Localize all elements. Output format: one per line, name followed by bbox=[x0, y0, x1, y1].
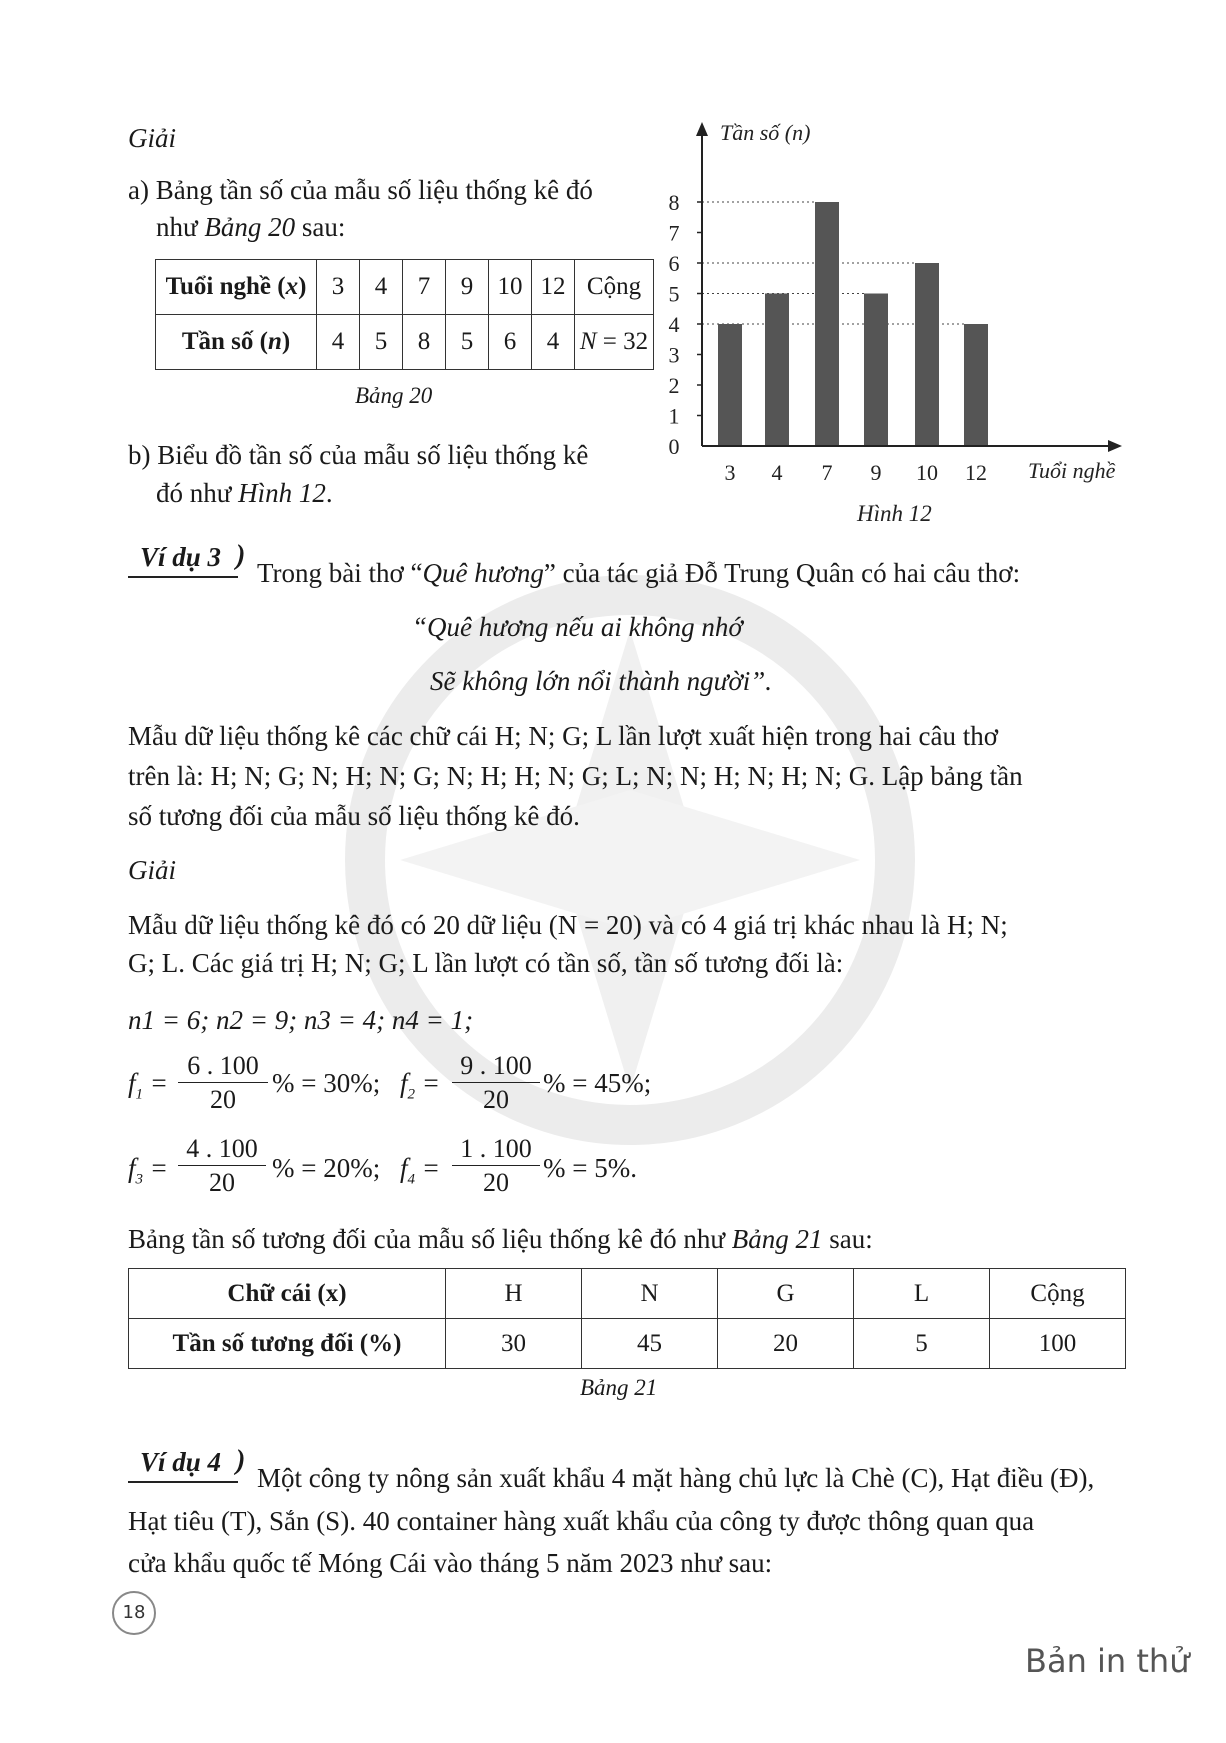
f4-fraction: 1 . 100 20 bbox=[452, 1133, 540, 1200]
table20-caption: Bảng 20 bbox=[355, 383, 433, 408]
f1-result: % = 30%; bbox=[272, 1068, 381, 1098]
table20-row-x-label: Tuổi nghề (x) bbox=[156, 260, 317, 315]
table21-cell: L bbox=[854, 1269, 990, 1319]
page-number-badge: 18 bbox=[112, 1591, 156, 1635]
table20-cell: 9 bbox=[446, 260, 489, 315]
solution-3-line-2: G; L. Các giá trị H; N; G; L lần lượt có tần số, tần số tương đối là: bbox=[128, 948, 844, 978]
example-4-bracket-icon: ) bbox=[236, 1445, 246, 1476]
table20-cell: 3 bbox=[317, 260, 360, 315]
table21-cell: G bbox=[718, 1269, 854, 1319]
example-4-line-2: Hạt tiêu (T), Sắn (S). 40 container hàng xuất khẩu của công ty được thông quan qua bbox=[128, 1506, 1035, 1536]
table20-cell: 7 bbox=[403, 260, 446, 315]
table20-cell: 5 bbox=[446, 315, 489, 370]
f4-label: $f_4$ = bbox=[400, 1153, 440, 1188]
frequency-bar-chart bbox=[660, 118, 1130, 538]
y-tick-label: 5 bbox=[668, 281, 680, 307]
y-tick-label: 1 bbox=[668, 403, 680, 429]
example-3-para-2: trên là: H; N; G; N; H; N; G; N; H; H; N; G; L; N; N; H; N; H; N; G. Lập bảng tần bbox=[128, 761, 1023, 791]
table21-row-percents bbox=[129, 1319, 1126, 1369]
giai-heading-a: Giải bbox=[128, 123, 177, 153]
table20-cell: 12 bbox=[532, 260, 575, 315]
table21-row-letters bbox=[129, 1269, 1126, 1319]
table20-cell: 6 bbox=[489, 315, 532, 370]
table20-cell: 10 bbox=[489, 260, 532, 315]
table21-cell: 30 bbox=[446, 1319, 582, 1369]
example-3-tag: Ví dụ 3 bbox=[140, 542, 222, 572]
table21-cell: H bbox=[446, 1269, 582, 1319]
table20-row-n-label: Tần số (n) bbox=[156, 315, 317, 370]
x-axis-arrow-icon bbox=[1108, 440, 1122, 452]
table21-row-percents-label: Tần số tương đối (%) bbox=[129, 1319, 446, 1369]
frequency-values-line: n1 = 6; n2 = 9; n3 = 4; n4 = 1; bbox=[128, 1005, 474, 1035]
table21-cell: N bbox=[582, 1269, 718, 1319]
poem-line-2: Sẽ không lớn nổi thành người”. bbox=[430, 666, 773, 696]
f1-label: $f_1$ = bbox=[128, 1068, 168, 1103]
x-axis-label: Tuổi nghề bbox=[1028, 458, 1116, 483]
table21-cell: 5 bbox=[854, 1319, 990, 1369]
x-tick-label: 7 bbox=[821, 460, 833, 485]
chart-caption: Hình 12 bbox=[857, 501, 932, 526]
table21-cell: 100 bbox=[990, 1319, 1126, 1369]
solution-3-line-1: Mẫu dữ liệu thống kê đó có 20 dữ liệu (N = 20) và có 4 giá trị khác nhau là H; N; bbox=[128, 910, 1008, 940]
frequency-table-20 bbox=[155, 259, 654, 370]
table21-cell: 45 bbox=[582, 1319, 718, 1369]
bar bbox=[864, 294, 888, 447]
y-axis-label: Tần số (n) bbox=[720, 120, 811, 145]
x-tick-label: 4 bbox=[771, 460, 783, 485]
table20-cell: 4 bbox=[532, 315, 575, 370]
example-4-line-1: Một công ty nông sản xuất khẩu 4 mặt hàng chủ lực là Chè (C), Hạt điều (Đ), bbox=[257, 1463, 1095, 1493]
y-tick-label: 2 bbox=[668, 373, 680, 398]
table20-cell: 5 bbox=[360, 315, 403, 370]
y-tick-label: 6 bbox=[668, 251, 680, 276]
bar bbox=[815, 202, 839, 446]
y-tick-label: 4 bbox=[668, 312, 680, 337]
y-axis-arrow-icon bbox=[696, 122, 708, 136]
solution-b-line1: b) Biểu đồ tần số của mẫu số liệu thống kê bbox=[128, 440, 589, 470]
y-tick-label: 0 bbox=[668, 434, 680, 459]
example-4-underline bbox=[128, 1481, 238, 1483]
example-3-underline bbox=[128, 576, 238, 578]
x-tick-label: 9 bbox=[870, 460, 882, 485]
table20-total-n: N = 32 bbox=[575, 315, 654, 370]
f1-fraction: 6 . 100 20 bbox=[178, 1050, 268, 1117]
table20-total-label: Cộng bbox=[575, 260, 654, 315]
poem-line-1: “Quê hương nếu ai không nhớ bbox=[412, 612, 743, 642]
x-tick-label: 3 bbox=[724, 460, 736, 485]
table21-cell: Cộng bbox=[990, 1269, 1126, 1319]
example-4-tag: Ví dụ 4 bbox=[140, 1447, 222, 1477]
bar bbox=[718, 324, 742, 446]
y-tick-label: 7 bbox=[668, 220, 680, 246]
f3-label: $f_3$ = bbox=[128, 1153, 168, 1188]
table21-intro: Bảng tần số tương đối của mẫu số liệu thống kê đó như Bảng 21 sau: bbox=[128, 1224, 873, 1254]
table20-row-x bbox=[156, 260, 654, 315]
f4-result: % = 5%. bbox=[543, 1153, 637, 1183]
solution-a-line1: a) Bảng tần số của mẫu số liệu thống kê đó bbox=[128, 175, 593, 205]
f2-label: $f_2$ = bbox=[400, 1068, 440, 1103]
giai-heading-3: Giải bbox=[128, 855, 177, 885]
f2-fraction: 9 . 100 20 bbox=[452, 1050, 540, 1117]
solution-b-line2: đó như Hình 12. bbox=[156, 478, 333, 508]
f3-fraction: 4 . 100 20 bbox=[178, 1133, 266, 1200]
solution-a-line2: như Bảng 20 sau: bbox=[156, 212, 346, 242]
example-3-para-1: Mẫu dữ liệu thống kê các chữ cái H; N; G; L lần lượt xuất hiện trong hai câu thơ bbox=[128, 721, 998, 751]
table20-cell: 4 bbox=[317, 315, 360, 370]
example-4-line-3: cửa khẩu quốc tế Móng Cái vào tháng 5 năm 2023 như sau: bbox=[128, 1548, 773, 1578]
f2-result: % = 45%; bbox=[543, 1068, 652, 1098]
table21-row-letters-label: Chữ cái (x) bbox=[129, 1269, 446, 1319]
x-tick-label: 10 bbox=[916, 460, 938, 485]
bar bbox=[964, 324, 988, 446]
table20-row-n bbox=[156, 315, 654, 370]
f3-result: % = 20%; bbox=[272, 1153, 381, 1183]
y-tick-label: 3 bbox=[668, 342, 680, 368]
example-3-bracket-icon: ) bbox=[236, 540, 246, 571]
table21-cell: 20 bbox=[718, 1319, 854, 1369]
table20-cell: 4 bbox=[360, 260, 403, 315]
bar bbox=[915, 263, 939, 446]
table20-cell: 8 bbox=[403, 315, 446, 370]
y-tick-label: 8 bbox=[668, 190, 680, 215]
bar bbox=[765, 294, 789, 447]
example-3-para-3: số tương đối của mẫu số liệu thống kê đó. bbox=[128, 801, 580, 831]
print-proof-note: Bản in thử bbox=[1025, 1642, 1190, 1680]
table21-caption: Bảng 21 bbox=[580, 1375, 658, 1400]
x-tick-label: 12 bbox=[965, 460, 987, 485]
example-3-intro: Trong bài thơ “Quê hương” của tác giả Đỗ Trung Quân có hai câu thơ: bbox=[257, 558, 1021, 588]
relative-frequency-table-21 bbox=[128, 1268, 1126, 1369]
